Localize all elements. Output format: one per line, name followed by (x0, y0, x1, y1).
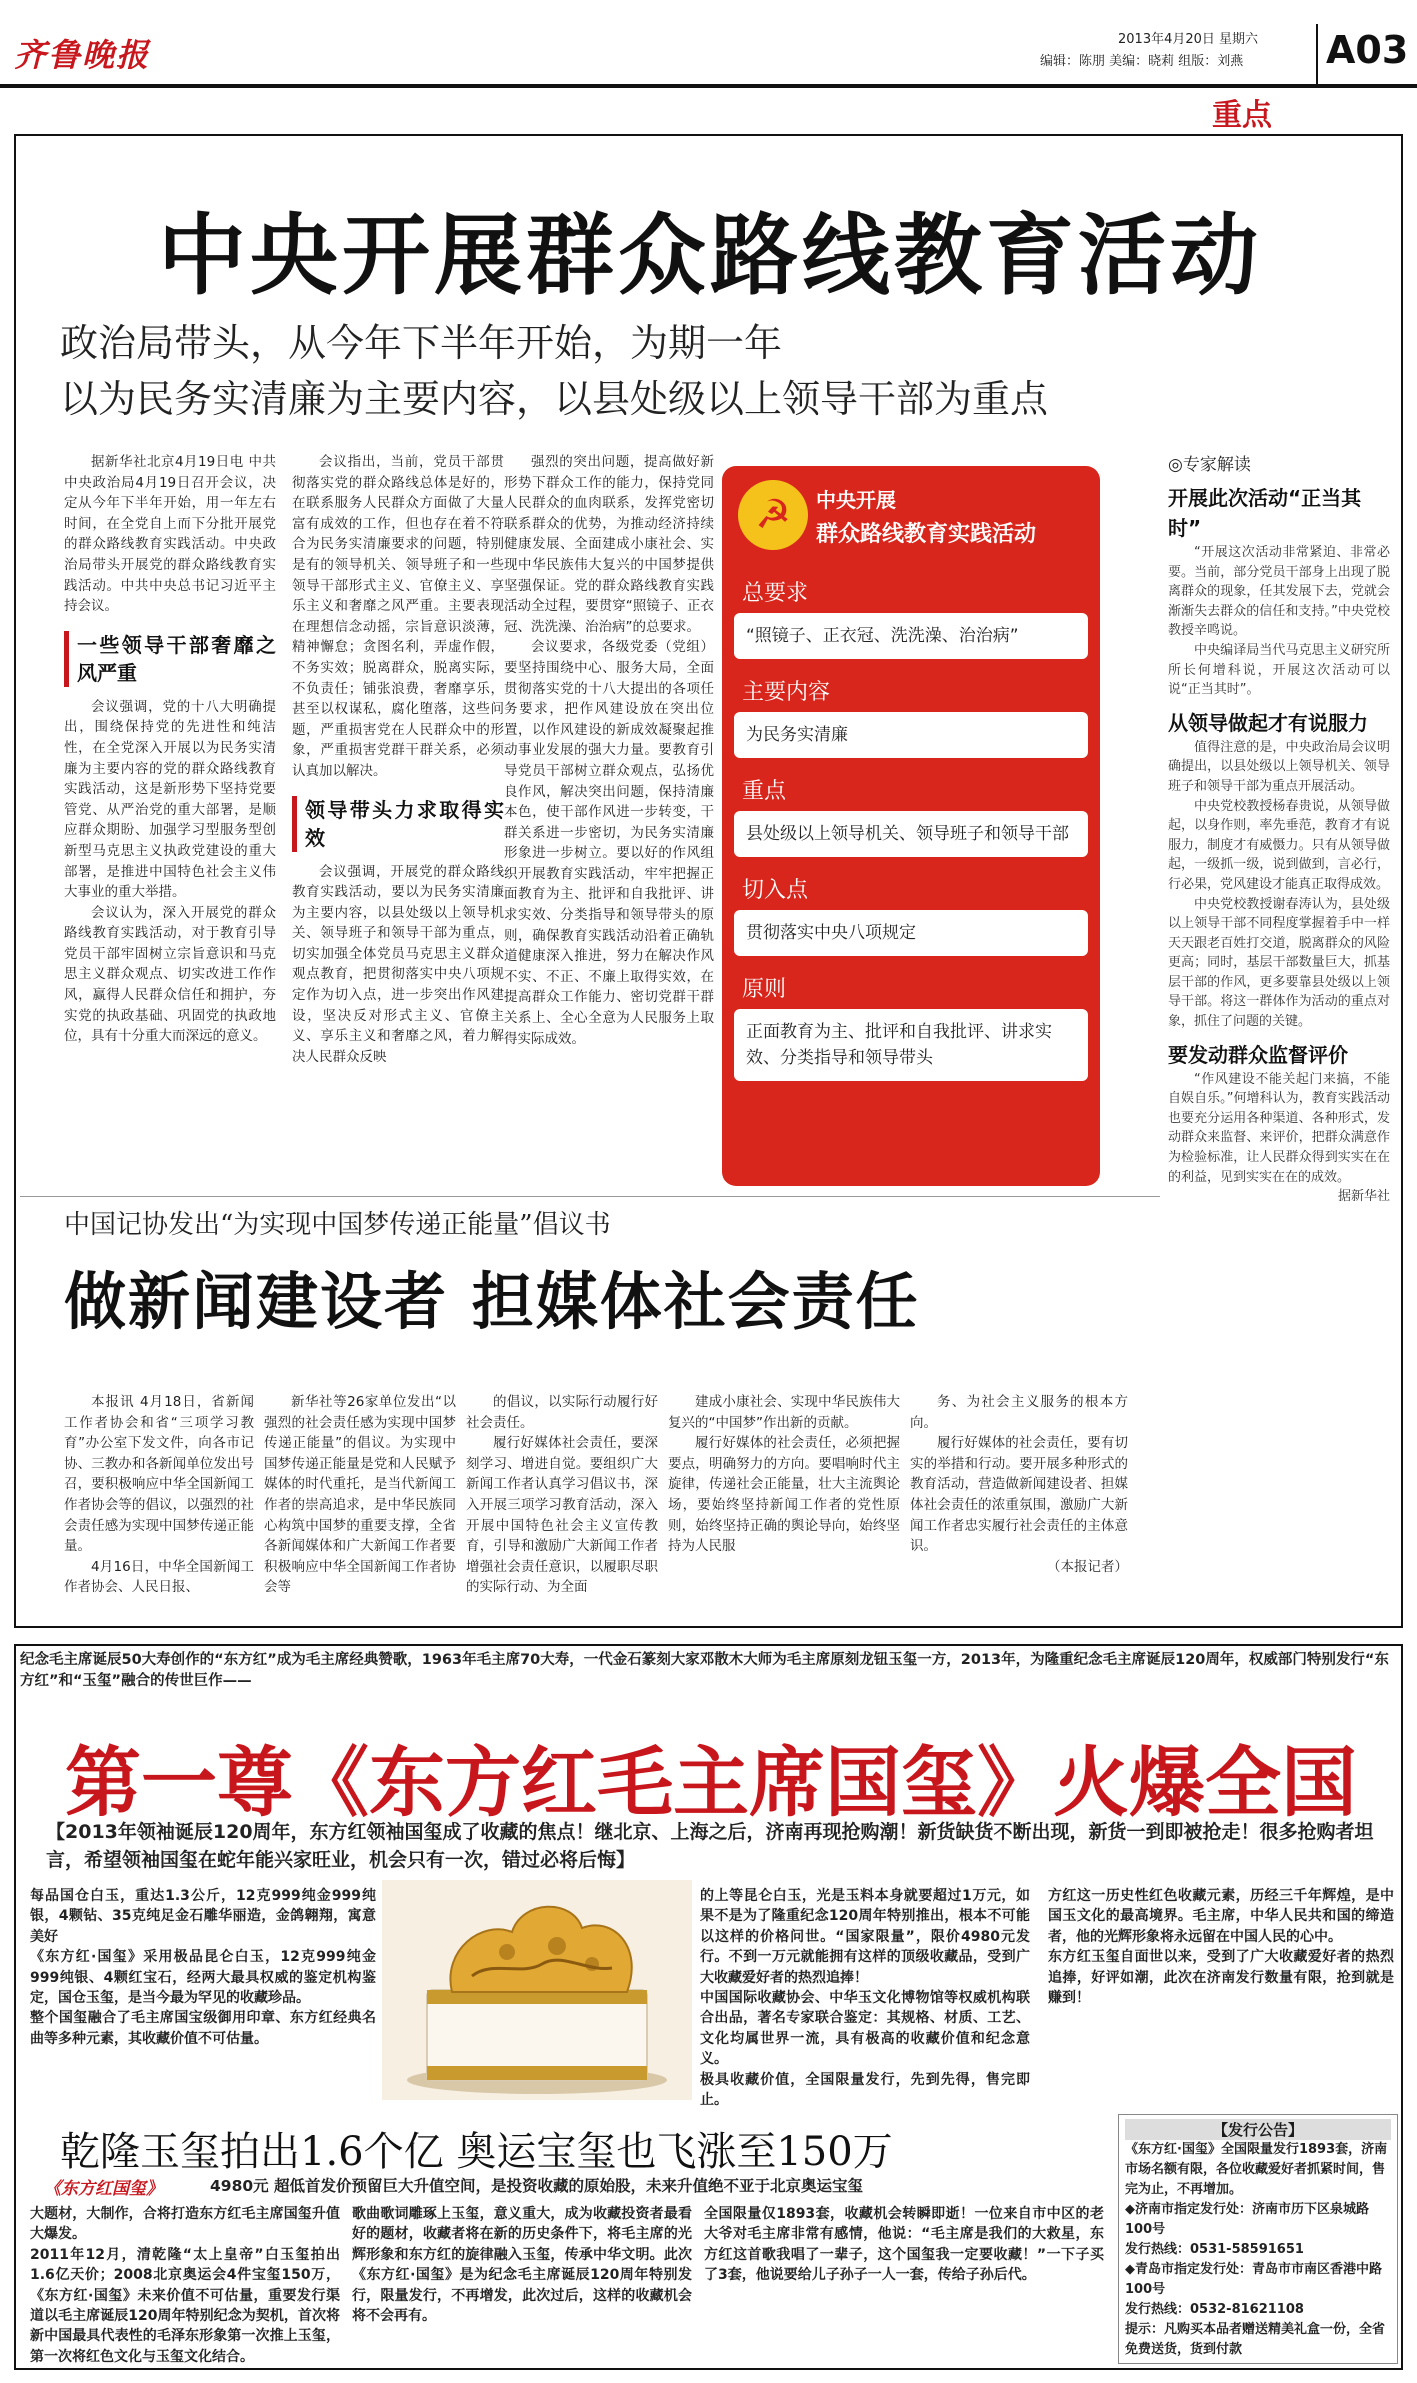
ad-intro: 纪念毛主席诞辰50大寿创作的“东方红”成为毛主席经典赞歌，1963年毛主席70大寿，一代金石篆刻大家邓散木大师为毛主席原刻龙钮玉玺一方，2013年，为隆重纪念毛主席诞辰120周年，权威部门特别发行“东方红”和“玉玺”融合的传世巨作—— (20, 1652, 1389, 1689)
ad-paragraph: 极具收藏价值，全国限量发行，先到先得，售完即止。 (700, 2071, 1030, 2109)
second-article-headline: 做新闻建设者 担媒体社会责任 (64, 1265, 920, 1338)
jade-seal-image (382, 1880, 692, 2100)
ad-column-middle (700, 1886, 1030, 2114)
notice-line: 提示：凡购买本品者赠送精美礼盒一份，全省免费送货，货到付款 (1125, 2322, 1386, 2357)
ad-paragraph: 中国国际收藏协会、中华玉文化博物馆等权威机构联合出品，著名专家联合鉴定：其规格、材质、工艺、文化均属世界一流，具有极高的收藏价值和纪念意义。 (700, 1990, 1030, 2068)
section-subhead: 领导带头力求取得实效 (292, 796, 504, 852)
notice-line: ◆青岛市指定发行处：青岛市市南区香港中路100号 (1125, 2262, 1382, 2297)
infobox-item-label: 重点 (742, 779, 787, 804)
page-number: A03 (1326, 28, 1409, 72)
notice-line: 发行热线：0532-81621108 (1125, 2302, 1304, 2317)
second-article-kicker: 中国记协发出“为实现中国梦传递正能量”倡议书 (64, 1210, 611, 1240)
article-paragraph: 会议强调，开展党的群众路线教育实践活动，要以为民务实清廉为主要内容，以县处级以上领导机关、领导班子和领导干部为重点，切实加强全体党员马克思主义群众观点教育，把贯彻落实中央八项规定作为切入点，进一步突出作风建设，坚决反对形式主义、官僚主义、享乐主义和奢靡之风，着力解决人民群众反映 (292, 863, 504, 1065)
infobox-item-content: 正面教育为主、批评和自我批评、讲求实效、分类指导和领导带头 (734, 1009, 1088, 1081)
masthead-divider (1316, 24, 1318, 84)
article-column-2 (292, 452, 504, 1192)
ad-price-line: 4980元 超低首发价预留巨大升值空间，是投资收藏的原始股，未来升值绝不亚于北京奥运宝玺 (210, 2177, 864, 2195)
campaign-infobox (722, 466, 1100, 1186)
infobox-item-content: “照镜子、正衣冠、洗洗澡、治治病” (734, 613, 1088, 659)
infobox-item-content: 为民务实清廉 (734, 712, 1088, 758)
infobox-item (734, 768, 1088, 857)
section-label: 重点 (1212, 98, 1272, 133)
party-emblem-icon: ☭ (738, 480, 808, 550)
article-paragraph: 强烈的突出问题，提高做好新形势下群众工作的能力，保持党同人民群众的血肉联系，发挥党密切联系群众的优势，为推动经济持续健康发展、全面建成小康社会、实现中华民族伟大复兴的中国梦提供坚强保证。党的群众路线教育实践活动全过程，要贯穿“照镜子、正衣冠、洗洗澡、治治病”的总要求。 (504, 454, 714, 635)
masthead-rule (0, 84, 1417, 88)
second-article-column-3 (466, 1392, 658, 1616)
side-byline: 据新华社 (1337, 1189, 1390, 1205)
infobox-item (734, 867, 1088, 956)
infobox-header (730, 474, 1092, 560)
article-paragraph: 履行好媒体的社会责任，必须把握要点，明确努力的方向。要唱响时代主旋律，传递社会正能量，壮大主流舆论场，要始终坚持新闻工作者的党性原则，始终坚持正确的舆论导向，始终坚持为人民服 (668, 1435, 900, 1555)
second-article-byline: （本报记者） (1047, 1558, 1128, 1575)
notice-line: 《东方红·国玺》全国限量发行1893套，济南市场名额有限，各位收藏爱好者抓紧时间，售完为止，不再增加。 (1125, 2142, 1388, 2197)
article-column-1 (64, 452, 276, 1192)
article-separator (20, 1196, 1160, 1197)
ad-paragraph: 每品国仓白玉，重达1.3公斤，12克999纯金999纯银，4颗钻、35克纯足金石雕华丽造，金鸽翱翔，寓意美好 (30, 1888, 376, 1945)
second-article-column-2 (264, 1392, 456, 1616)
infobox-title-line-1: 中央开展 (816, 488, 896, 512)
article-paragraph: 会议指出，当前，党员干部贯彻落实党的群众路线总体是好的，在联系服务人民群众方面做了大量富有成效的工作，但也存在着不符合为民务实清廉要求的问题，特别是有的领导机关、领导班子和一些领导干部形式主义、官僚主义、享乐主义和奢靡之风严重。主要表现在理想信念动摇，宗旨意识淡薄，精神懈怠；贪图名利，弄虚作假，不务实效；脱离群众，脱离实际，不负责任；铺张浪费，奢靡享乐，甚至以权谋私，腐化堕落，这些问题，严重损害党在人民群众中的形象，严重损害党群干群关系，必须认真加以解决。 (292, 454, 504, 779)
main-subheadline-2: 以为民务实清廉为主要内容，以县处级以上领导干部为重点 (60, 377, 1049, 421)
ad-paragraph: 方红这一历史性红色收藏元素，历经三千年辉煌，是中国玉文化的最高境界。毛主席，中华人民共和国的缔造者，他的光辉形象将永远留在中国人民的心中。 (1048, 1888, 1394, 1945)
article-paragraph: 本报讯 4月18日，省新闻工作者协会和省“三项学习教育”办公室下发文件，向各市记协、三教办和各新闻单位发出号召，要积极响应中华全国新闻工作者协会等的倡议，以强烈的社会责任感为实现中国梦传递正能量。 (64, 1394, 254, 1555)
ad-notice-box (1118, 2114, 1398, 2364)
ad-paragraph: 的上等昆仑白玉，光是玉料本身就要超过1万元，如果不是为了隆重纪念120周年特别推出，根本不可能以这样的价格问世。“国家限量”，限价4980元发行。不到一万元就能拥有这样的顶级收藏品，受到广大收藏爱好者的热烈追捧！ (700, 1888, 1030, 1986)
expert-analysis-column (1168, 450, 1390, 1207)
editor-credits: 编辑：陈朋 美编：晓莉 组版：刘燕 (1040, 54, 1244, 69)
ad-subheadline: 乾隆玉玺拍出1.6个亿 奥运宝玺也飞涨至150万 (60, 2129, 893, 2175)
infobox-item (734, 570, 1088, 659)
article-paragraph: 会议认为，深入开展党的群众路线教育实践活动，对于教育引导党员干部牢固树立宗旨意识和马克思主义群众观点、切实改进工作作风，赢得人民群众信任和拥护，夯实党的执政基础、巩固党的执政地位，具有十分重大而深远的意义。 (64, 904, 276, 1045)
article-paragraph: 履行好媒体社会责任，要深刻学习、增进自觉。要组织广大新闻工作者认真学习倡议书，深入开展三项学习教育活动，深入开展中国特色社会主义宣传教育，引导和激励广大新闻工作者增强社会责任意识，以履职尽职的实际行动、为全面 (466, 1435, 658, 1596)
infobox-item-label: 主要内容 (742, 680, 831, 705)
side-paragraph: “作风建设不能关起门来搞，不能自娱自乐。”何增科认为，教育实践活动也要充分运用各种渠道、各种形式，发动群众来监督、来评价，把群众满意作为检验标准，让人民群众得到实实在在的利益，见到实实在在的成效。 (1168, 1071, 1390, 1185)
ad-column-right (1048, 1886, 1394, 2114)
article-paragraph: 建成小康社会、实现中华民族伟大复兴的“中国梦”作出新的贡献。 (668, 1394, 900, 1431)
notice-line: ◆济南市指定发行处：济南市历下区泉城路100号 (1125, 2202, 1369, 2237)
main-headline: 中央开展群众路线教育活动 (157, 204, 1262, 307)
ad-bottom-column-1 (30, 2204, 340, 2364)
article-paragraph: 据新华社北京4月19日电 中共中央政治局4月19日召开会议，决定从今年下半年开始，用一年左右时间，在全党自上而下分批开展党的群众路线教育实践活动。中央政治局带头开展党的群众路线教育实践活动。中共中央总书记习近平主持会议。 (64, 454, 276, 615)
side-paragraph: “开展这次活动非常紧迫、非常必要。当前，部分党员干部身上出现了脱离群众的现象，任其发展下去，党就会渐渐失去群众的信任和支持。”中央党校教授辛鸣说。 (1168, 545, 1390, 639)
side-subhead: 开展此次活动“正当其时” (1168, 486, 1362, 540)
side-paragraph: 值得注意的是，中央政治局会议明确提出，以县处级以上领导机关、领导班子和领导干部为重点开展活动。 (1168, 739, 1390, 794)
side-paragraph: 中央党校教授谢春涛认为，县处级以上领导干部不同程度掌握着手中一样天天跟老百姓打交道，脱离群众的风险更高；同时，基层干部数量巨大，抓基层干部的作风，更多要靠县处级以上领导干部。将这一群体作为活动的重点对象，抓住了问题的关键。 (1168, 896, 1390, 1030)
ad-bottom-column-2 (352, 2204, 692, 2364)
ad-paragraph: 2011年12月，清乾隆“太上皇帝”白玉玺拍出1.6亿天价；2008北京奥运会4件宝玺150万，《东方红·国玺》未来价值不可估量，重要发行渠道以毛主席诞辰120周年特别纪念为契机，首次将新中国最具代表性的毛泽东形象第一次推上玉玺，第一次将红色文化与玉玺文化结合。 (30, 2246, 340, 2364)
article-paragraph: 的倡议，以实际行动履行好社会责任。 (466, 1394, 658, 1431)
article-paragraph: 务、为社会主义服务的根本方向。 (910, 1394, 1128, 1431)
infobox-item (734, 669, 1088, 758)
ad-column-left (30, 1886, 376, 2114)
newspaper-logo: 齐鲁晚报 (14, 36, 151, 74)
infobox-item-content: 贯彻落实中央八项规定 (734, 910, 1088, 956)
infobox-item (734, 966, 1088, 1081)
side-subhead: 从领导做起才有说服力 (1168, 710, 1368, 735)
ad-paragraph: 歌曲歌词雕琢上玉玺，意义重大，成为收藏投资者最看好的题材，收藏者将在新的历史条件下，将毛主席的光辉形象和东方红的旋律融入玉玺，传承中华文明。此次《东方红·国玺》是为纪念毛主席诞辰120周年特别发行，限量发行，不再增发，此次过后，这样的收藏机会将不会再有。 (352, 2206, 692, 2325)
ad-bottom-column-3 (704, 2204, 1104, 2364)
notice-title: 【发行公告】 (1125, 2119, 1391, 2140)
ad-product-name: 《东方红国玺》 (44, 2179, 163, 2199)
infobox-item-label: 总要求 (742, 581, 809, 606)
second-article-column-5 (910, 1392, 1128, 1616)
ad-headline: 第一尊《东方红毛主席国玺》火爆全国 (65, 1738, 1357, 1827)
issue-date: 2013年4月20日 星期六 (1118, 32, 1259, 47)
section-subhead: 一些领导干部奢靡之风严重 (64, 631, 276, 687)
second-article-column-4 (668, 1392, 900, 1616)
article-column-3 (504, 452, 714, 1192)
second-article-column-1 (64, 1392, 254, 1616)
jade-seal-icon (382, 1880, 692, 2100)
expert-analysis-label: ◎专家解读 (1168, 455, 1251, 475)
article-paragraph: 履行好媒体的社会责任，要有切实的举措和行动。要开展多种形式的教育活动，营造做新闻建设者、担媒体社会责任的浓重氛围，激励广大新闻工作者忠实履行社会责任的主体意识。 (910, 1435, 1128, 1555)
infobox-item-content: 县处级以上领导机关、领导班子和领导干部 (734, 811, 1088, 857)
infobox-title-line-2: 群众路线教育实践活动 (816, 522, 1037, 547)
ad-paragraph: 整个国玺融合了毛主席国宝级御用印章、东方红经典名曲等多种元素，其收藏价值不可估量。 (30, 2010, 376, 2047)
ad-paragraph: 全国限量仅1893套，收藏机会转瞬即逝！一位来自市中区的老大爷对毛主席非常有感情，他说：“毛主席是我们的大救星，东方红这首歌我唱了一辈子，这个国玺我一定要收藏！”一下子买了3套，他说要给儿子孙子一人一套，传给子孙后代。 (704, 2206, 1104, 2284)
infobox-item-label: 切入点 (742, 878, 809, 903)
infobox-item-label: 原则 (742, 977, 787, 1002)
side-paragraph: 中央党校教授杨春贵说，从领导做起，以身作则，率先垂范，教育才有说服力，制度才有威慑力。只有从领导做起，一级抓一级，说到做到，言必行，行必果，党风建设才能真正取得成效。 (1168, 798, 1390, 892)
side-subhead: 要发动群众监督评价 (1168, 1042, 1348, 1067)
article-paragraph: 会议强调，党的十八大明确提出，围绕保持党的先进性和纯洁性，在全党深入开展以为民务实清廉为主要内容的党的群众路线教育实践活动，这是新形势下坚持党要管党、从严治党的重大部署，是顺应群众期盼、加强学习型服务型创新型马克思主义执政党建设的重大部署，是推进中国特色社会主义伟大事业的重大举措。 (64, 698, 276, 901)
article-paragraph: 新华社等26家单位发出“以强烈的社会责任感为实现中国梦传递正能量”的倡议。为实现中国梦传递正能量是党和人民赋予媒体的时代重托，是当代新闻工作者的崇高追求，是中华民族同心构筑中国梦的重要支撑，全省各新闻媒体和广大新闻工作者要积极响应中华全国新闻工作者协会等 (264, 1394, 456, 1596)
notice-line: 发行热线：0531-58591651 (1125, 2242, 1304, 2257)
article-paragraph: 4月16日，中华全国新闻工作者协会、人民日报、 (64, 1558, 254, 1596)
side-paragraph: 中央编译局当代马克思主义研究所所长何增科说，开展这次活动可以说“正当其时”。 (1168, 642, 1390, 698)
ad-paragraph: 大题材，大制作，合将打造东方红毛主席国玺升值大爆发。 (30, 2206, 340, 2243)
main-subheadline-1: 政治局带头，从今年下半年开始，为期一年 (60, 321, 783, 365)
ad-paragraph: 《东方红·国玺》采用极品昆仑白玉，12克999纯金999纯银、4颗红宝石，经两大最具权威的鉴定机构鉴定，国仓玉玺，是当今最为罕见的收藏珍品。 (30, 1949, 376, 2007)
article-paragraph: 会议要求，各级党委（党组）要坚持围绕中心、服务大局，全面贯彻落实党的十八大提出的各项任务要求，把作风建设放在突出位置，以作风建设的新成效凝聚起推动事业发展的强大力量。要教育引导党员干部树立群众观点，弘扬优良作风，解决突出问题，保持清廉本色，使干部作风进一步转变，干群关系进一步密切，为民务实清廉形象进一步树立。要以好的作风组织开展教育实践活动，牢牢把握正面教育为主、批评和自我批评、讲求实效、分类指导和领导带头的原则，确保教育实践活动沿着正确轨道健康深入推进，努力在解决作风不实、不正、不廉上取得实效，在提高群众工作能力、密切党群干群关系上、全心全意为人民服务上取得实际成效。 (504, 639, 714, 1047)
ad-lead: 【2013年领袖诞辰120周年，东方红领袖国玺成了收藏的焦点！继北京、上海之后，济南再现抢购潮！新货缺货不断出现，新货一到即被抢走！很多抢购者坦言，希望领袖国玺在蛇年能兴家旺业，机会只有一次，错过必将后悔】 (46, 1821, 1374, 1871)
ad-paragraph: 东方红玉玺自面世以来，受到了广大收藏爱好者的热烈追捧，好评如潮，此次在济南发行数量有限，抢到就是赚到！ (1048, 1949, 1394, 2007)
